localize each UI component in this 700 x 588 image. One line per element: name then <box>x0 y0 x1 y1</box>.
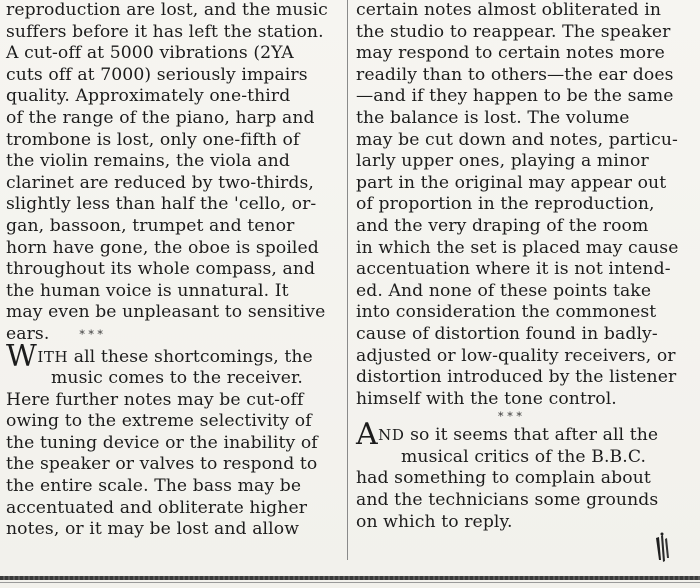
bottom-rule-thin <box>0 582 700 583</box>
text-line: the speaker or valves to respond to <box>6 454 318 475</box>
text-line: and the very draping of the room <box>356 215 649 236</box>
text-line: part in the original may appear out <box>356 172 667 193</box>
bottom-rule <box>0 576 700 580</box>
ink-smudge-mark <box>650 530 674 566</box>
section-opening-line <box>356 417 694 453</box>
column-divider <box>347 0 348 560</box>
text-line: cuts off at 7000) seriously impairs <box>6 64 308 85</box>
text-line: on which to reply. <box>356 511 513 532</box>
text-line: readily than to others—the ear does <box>356 64 674 85</box>
opening-caps: ITH <box>37 347 69 366</box>
left-column <box>6 0 340 541</box>
text-line: and the technicians some grounds <box>356 490 659 511</box>
text-line-with-separator <box>6 324 340 346</box>
text-line: the human voice is unnatural. It <box>6 280 289 301</box>
text-line: in which the set is placed may cause <box>356 237 679 258</box>
text-line: quality. Approximately one-third <box>6 86 291 107</box>
text-line: so it seems that after all the <box>404 425 659 446</box>
text-line: had something to complain about <box>356 468 651 489</box>
text-line: A cut-off at 5000 vibrations (2YA <box>6 43 294 64</box>
text-line: slightly less than half the 'cello, or- <box>6 194 317 215</box>
drop-cap: W <box>6 338 38 374</box>
text-line: the tuning device or the inability of <box>6 432 318 453</box>
text-line: of proportion in the reproduction, <box>356 194 655 215</box>
text-line: reproduction are lost, and the music <box>6 0 328 20</box>
text-line: the balance is lost. The volume <box>356 107 630 128</box>
section-separator: * * * <box>79 327 103 341</box>
right-column <box>356 0 694 533</box>
text-line: certain notes almost obliterated in <box>356 0 662 20</box>
text-line: ed. And none of these points take <box>356 280 652 301</box>
opening-caps: ND <box>378 426 405 445</box>
text-line: larly upper ones, playing a minor <box>356 151 649 172</box>
text-line: may even be unpleasant to sensitive <box>6 302 326 323</box>
text-line: may respond to certain notes more <box>356 43 665 64</box>
text-line: clarinet are reduced by two-thirds, <box>6 172 314 193</box>
drop-cap: A <box>356 417 379 453</box>
text-line: —and if they happen to be the same <box>356 86 674 107</box>
text-line: music comes to the receiver. <box>51 368 303 389</box>
section-separator: * * * <box>498 410 522 424</box>
text-line: musical critics of the B.B.C. <box>401 446 647 467</box>
text-line: himself with the tone control. <box>356 388 617 409</box>
text-line: distortion introduced by the listener <box>356 367 677 388</box>
text-line: Here further notes may be cut-off <box>6 389 304 410</box>
text-line: trombone is lost, only one-fifth of <box>6 129 300 150</box>
text-line: the studio to reappear. The speaker <box>356 21 671 42</box>
text-line: accentuation where it is not intend- <box>356 259 671 280</box>
text-line: cause of distortion found in badly- <box>356 323 658 344</box>
text-line: suffers before it has left the station. <box>6 21 324 42</box>
text-line: adjusted or low-quality receivers, or <box>356 345 676 366</box>
text-line: the entire scale. The bass may be <box>6 476 302 497</box>
text-line: into consideration the commonest <box>356 302 657 323</box>
text-line: notes, or it may be lost and allow <box>6 519 300 540</box>
text-line: gan, bassoon, trumpet and tenor <box>6 215 295 236</box>
text-line: owing to the extreme selectivity of <box>6 411 312 432</box>
text-line: may be cut down and notes, particu- <box>356 129 678 150</box>
text-line: throughout its whole compass, and <box>6 259 316 280</box>
section-opening-line <box>6 338 340 374</box>
text-line: ears. <box>6 323 50 344</box>
text-line: all these shortcomings, the <box>68 346 313 367</box>
text-line: accentuated and obliterate higher <box>6 497 308 518</box>
text-line: of the range of the piano, harp and <box>6 107 315 128</box>
text-line: the violin remains, the viola and <box>6 151 290 172</box>
text-line: horn have gone, the oboe is spoiled <box>6 237 319 258</box>
